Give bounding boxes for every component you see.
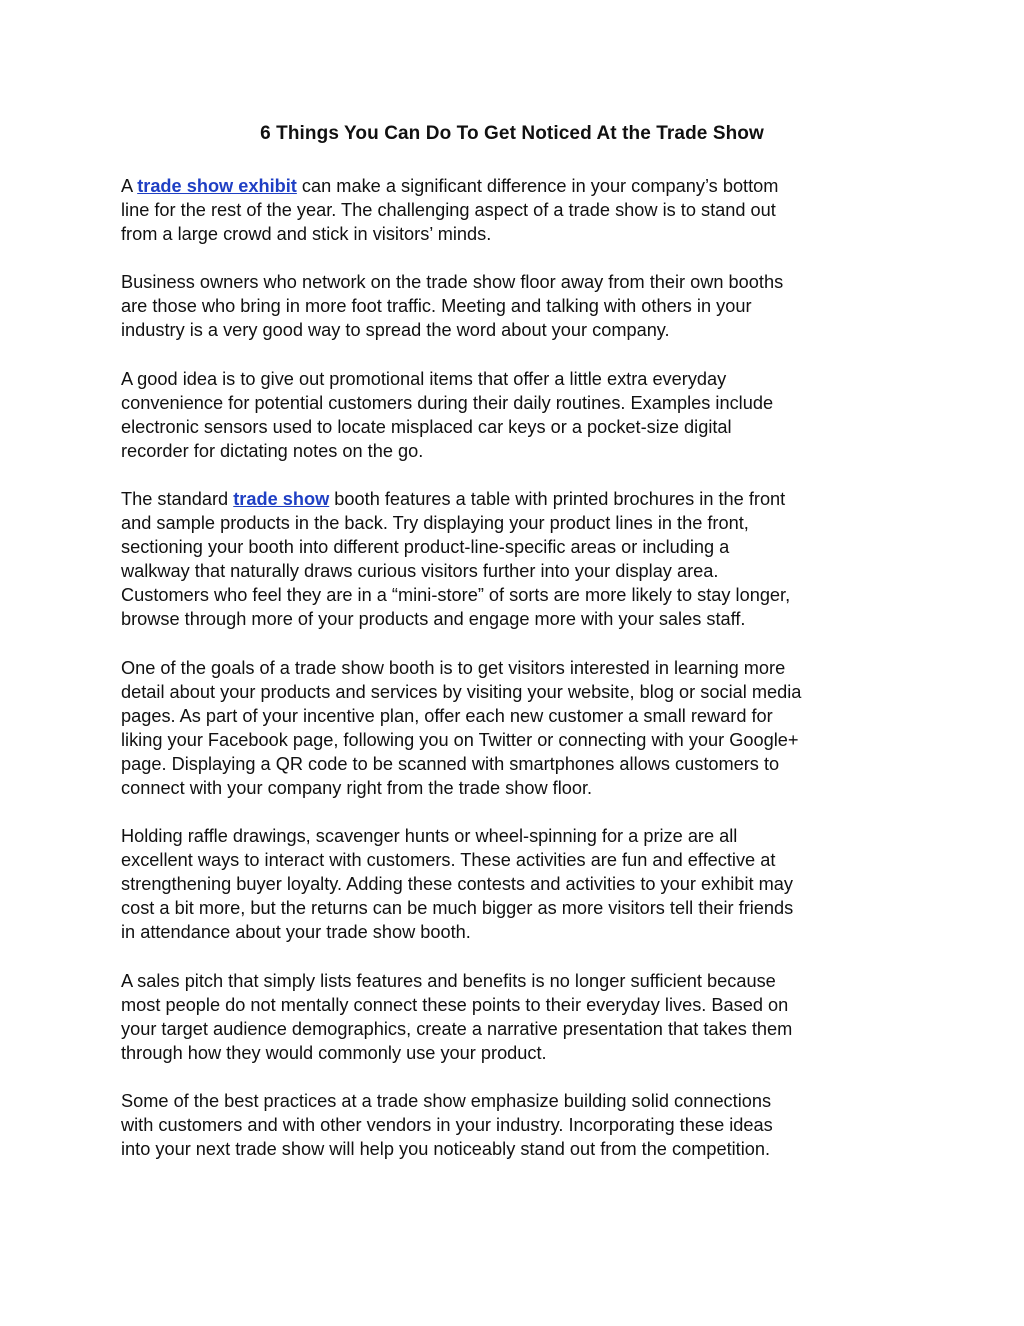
document-body bbox=[121, 174, 911, 1185]
paragraph-line: are those who bring in more foot traffic. Meeting and talking with others in your bbox=[121, 296, 752, 317]
paragraph-line: sectioning your booth into different product-line-specific areas or including a bbox=[121, 537, 730, 558]
paragraph-online-engagement bbox=[121, 656, 911, 801]
paragraph-networking bbox=[121, 270, 911, 342]
text-run: can make a significant difference in your company’s bottom bbox=[296, 176, 779, 196]
paragraph-conclusion bbox=[121, 1089, 911, 1161]
paragraph-line: detail about your products and services by visiting your website, blog or social media bbox=[121, 681, 802, 702]
paragraph-line: Customers who feel they are in a “mini-store” of sorts are more likely to stay longer, bbox=[121, 585, 791, 606]
paragraph-line: browse through more of your products and engage more with your sales staff. bbox=[121, 609, 746, 630]
paragraph-contests bbox=[121, 824, 911, 944]
paragraph-line: strengthening buyer loyalty. Adding these contests and activities to your exhibit may bbox=[121, 874, 793, 895]
paragraph-line: One of the goals of a trade show booth is to get visitors interested in learning more bbox=[121, 657, 786, 678]
paragraph-line: in attendance about your trade show booth. bbox=[121, 922, 471, 943]
paragraph-line: industry is a very good way to spread the word about your company. bbox=[121, 320, 670, 341]
paragraph-line bbox=[121, 487, 911, 511]
paragraph-line: from a large crowd and stick in visitors’ minds. bbox=[121, 224, 492, 245]
paragraph-line: walkway that naturally draws curious visitors further into your display area. bbox=[121, 561, 719, 582]
paragraph-line: excellent ways to interact with customers. These activities are fun and effective at bbox=[121, 850, 776, 871]
paragraph-line: convenience for potential customers during their daily routines. Examples include bbox=[121, 392, 774, 413]
paragraph-line: through how they would commonly use your product. bbox=[121, 1042, 547, 1063]
paragraph-promotional-items bbox=[121, 367, 911, 463]
paragraph-line: electronic sensors used to locate misplaced car keys or a pocket-size digital bbox=[121, 416, 732, 437]
paragraph-line: Some of the best practices at a trade show emphasize building solid connections bbox=[121, 1090, 772, 1111]
paragraph-line: connect with your company right from the trade show floor. bbox=[121, 777, 593, 798]
paragraph-line: most people do not mentally connect these points to their everyday lives. Based on bbox=[121, 994, 789, 1015]
paragraph-line: cost a bit more, but the returns can be much bigger as more visitors tell their friends bbox=[121, 898, 794, 919]
text-run: A bbox=[121, 176, 138, 196]
paragraph-line: with customers and with other vendors in your industry. Incorporating these ideas bbox=[121, 1115, 773, 1135]
link-trade-show-exhibit[interactable]: trade show exhibit bbox=[137, 176, 297, 196]
paragraph-line: into your next trade show will help you noticeably stand out from the competition. bbox=[121, 1139, 771, 1160]
paragraph-line: page. Displaying a QR code to be scanned with smartphones allows customers to bbox=[121, 753, 780, 774]
paragraph-booth-layout bbox=[121, 487, 911, 632]
paragraph-line: Business owners who network on the trade show floor away from their own booths bbox=[121, 272, 784, 293]
document-title: 6 Things You Can Do To Get Noticed At the Trade Show bbox=[260, 123, 764, 144]
paragraph-line: liking your Facebook page, following you on Twitter or connecting with your Google+ bbox=[121, 729, 799, 750]
paragraph-line bbox=[121, 174, 911, 198]
paragraph-sales-pitch bbox=[121, 969, 911, 1065]
paragraph-line: pages. As part of your incentive plan, offer each new customer a small reward for bbox=[121, 705, 773, 726]
paragraph-line: and sample products in the back. Try displaying your product lines in the front, bbox=[121, 513, 749, 534]
paragraph-line: Holding raffle drawings, scavenger hunts or wheel-spinning for a prize are all bbox=[121, 826, 738, 847]
paragraph-line: A sales pitch that simply lists features and benefits is no longer sufficient because bbox=[121, 970, 776, 991]
link-trade-show[interactable]: trade show bbox=[233, 488, 330, 509]
paragraph-line: A good idea is to give out promotional items that offer a little extra everyday bbox=[121, 368, 727, 389]
paragraph-line: your target audience demographics, create a narrative presentation that takes them bbox=[121, 1018, 793, 1039]
paragraph-line: recorder for dictating notes on the go. bbox=[121, 440, 424, 461]
paragraph-intro bbox=[121, 174, 911, 246]
text-run: booth features a table with printed brochures in the front bbox=[329, 488, 786, 509]
paragraph-line: line for the rest of the year. The challenging aspect of a trade show is to stand out bbox=[121, 200, 776, 221]
text-run: The standard bbox=[121, 488, 234, 509]
